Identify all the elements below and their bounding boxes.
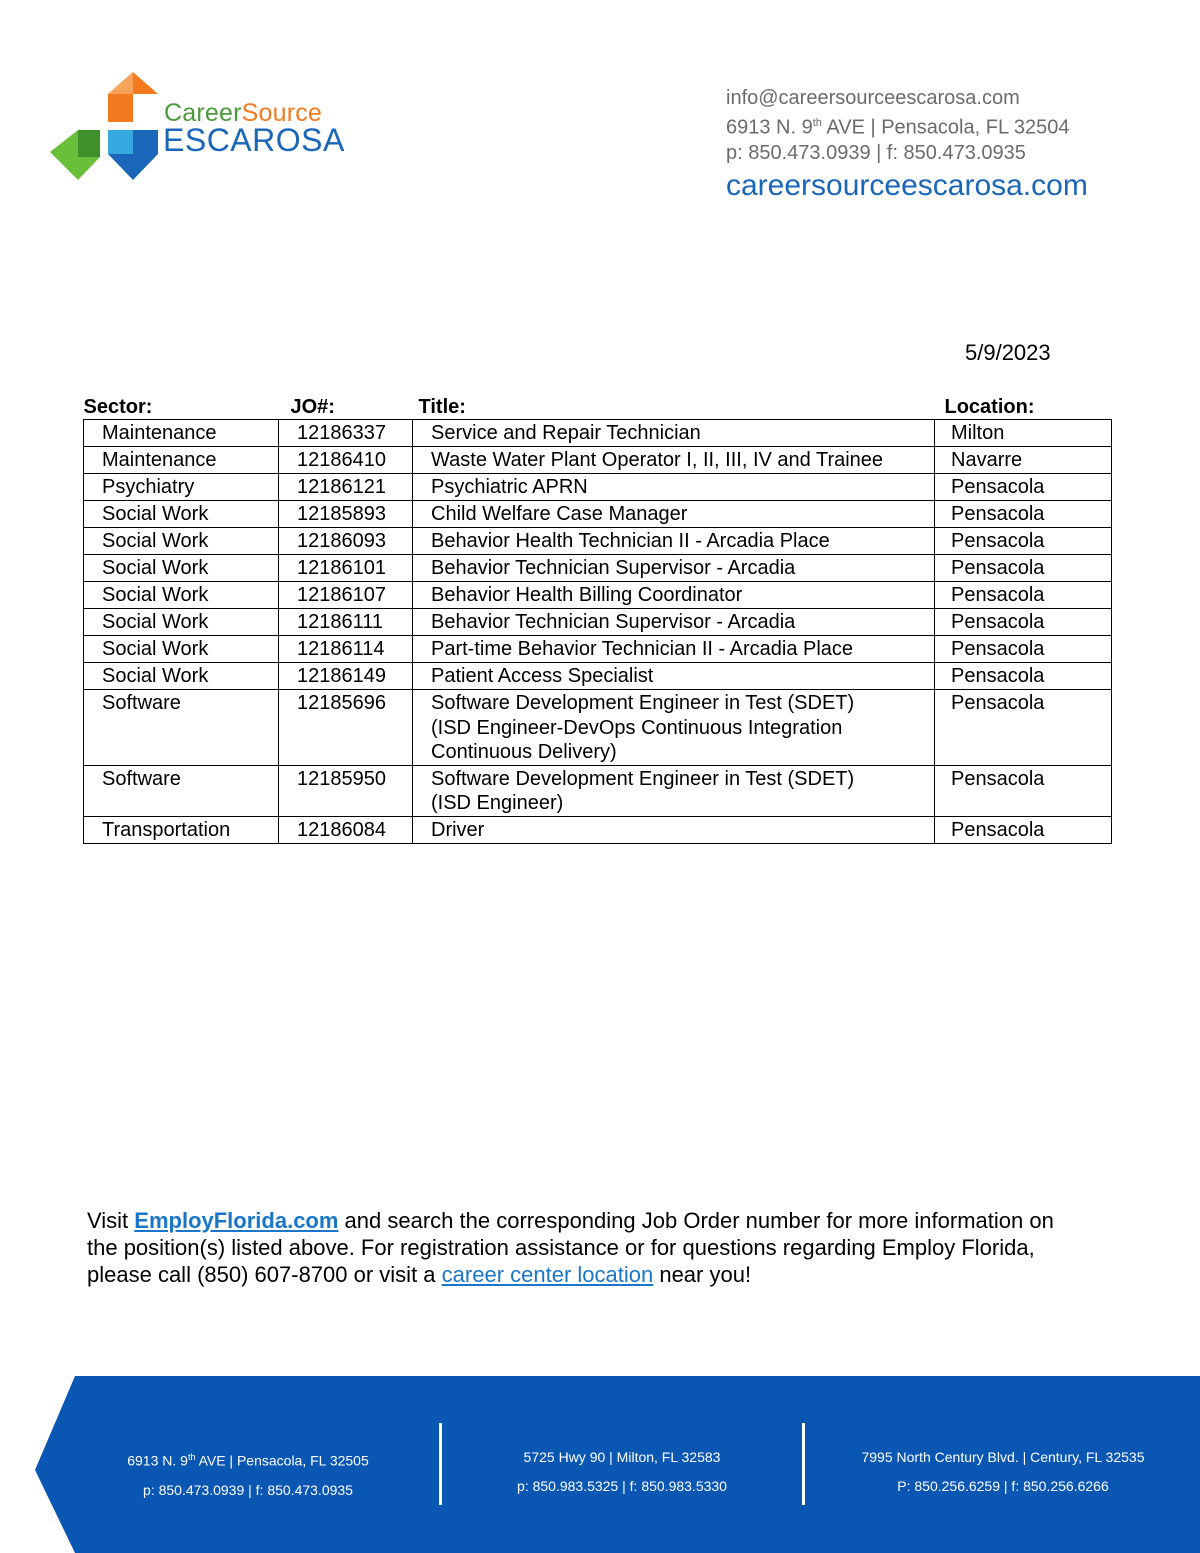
header-address: 6913 N. 9th AVE | Pensacola, FL 32504 (726, 116, 1070, 139)
cell-location: Pensacola (935, 663, 1112, 690)
footer-divider (802, 1423, 805, 1505)
cell-sector: Software (84, 765, 279, 816)
cell-jo: 12185950 (279, 765, 413, 816)
cell-jo: 12185696 (279, 690, 413, 766)
cell-location: Pensacola (935, 609, 1112, 636)
header-jo: JO#: (290, 396, 335, 418)
cell-title (413, 690, 935, 766)
cell-sector: Maintenance (84, 420, 279, 447)
footer-address: 5725 Hwy 90 | Milton, FL 32583 (523, 1449, 721, 1465)
cell-location: Pensacola (935, 690, 1112, 766)
cell-sector: Social Work (84, 609, 279, 636)
header-sector: Sector: (83, 396, 153, 418)
table-row (84, 501, 1112, 528)
table-row (84, 420, 1112, 447)
cell-title-line: (ISD Engineer-DevOps Continuous Integration (431, 716, 843, 739)
footer-phones: P: 850.256.6259 | f: 850.256.6266 (897, 1478, 1109, 1494)
cell-title: Service and Repair Technician (413, 420, 935, 447)
table-row (84, 690, 1112, 766)
cell-jo: 12185893 (279, 501, 413, 528)
logo-green-tile-dark (78, 130, 100, 157)
cell-jo: 12186101 (279, 555, 413, 582)
table-row (84, 765, 1112, 816)
logo-blue-tile-light (108, 130, 133, 154)
cell-location: Pensacola (935, 582, 1112, 609)
logo-wordmark-line2: ESCAROSA (163, 122, 345, 158)
table-row (84, 816, 1112, 843)
cell-sector: Social Work (84, 528, 279, 555)
cell-location: Pensacola (935, 816, 1112, 843)
cell-location: Pensacola (935, 528, 1112, 555)
career-center-location-link[interactable]: career center location (441, 1262, 654, 1287)
cell-location: Pensacola (935, 501, 1112, 528)
footer-phones: p: 850.983.5325 | f: 850.983.5330 (517, 1478, 727, 1494)
table-row (84, 447, 1112, 474)
cell-title (413, 765, 935, 816)
footer-divider (439, 1423, 442, 1505)
employflorida-link[interactable]: EmployFlorida.com (134, 1208, 339, 1233)
cell-location: Pensacola (935, 555, 1112, 582)
cell-jo: 12186093 (279, 528, 413, 555)
table-row (84, 582, 1112, 609)
cell-title-line: Software Development Engineer in Test (SDET) (431, 692, 855, 714)
cell-title: Behavior Technician Supervisor - Arcadia (413, 609, 935, 636)
cell-title: Driver (413, 816, 935, 843)
header-phones: p: 850.473.0939 | f: 850.473.0935 (726, 141, 1026, 164)
cell-sector: Psychiatry (84, 474, 279, 501)
footer-location-century (830, 1443, 1176, 1501)
cell-sector: Transportation (84, 816, 279, 843)
cell-jo: 12186114 (279, 636, 413, 663)
cell-location: Milton (935, 420, 1112, 447)
cell-title: Behavior Health Technician II - Arcadia Place (413, 528, 935, 555)
cell-jo: 12186410 (279, 447, 413, 474)
job-orders-table (83, 395, 1112, 844)
cell-title: Psychiatric APRN (413, 474, 935, 501)
cell-sector: Social Work (84, 663, 279, 690)
cell-location: Pensacola (935, 765, 1112, 816)
cell-jo: 12186149 (279, 663, 413, 690)
cell-title: Waste Water Plant Operator I, II, III, IV and Trainee (413, 447, 935, 474)
table-row (84, 474, 1112, 501)
footer-address: 6913 N. 9th AVE | Pensacola, FL 32505 (127, 1452, 369, 1469)
cell-title: Behavior Technician Supervisor - Arcadia (413, 555, 935, 582)
table-row (84, 528, 1112, 555)
cell-jo: 12186111 (279, 609, 413, 636)
cell-sector: Social Work (84, 636, 279, 663)
footer-location-milton (470, 1443, 774, 1501)
cell-jo: 12186084 (279, 816, 413, 843)
footer-location-pensacola (100, 1443, 396, 1505)
cell-location: Pensacola (935, 474, 1112, 501)
logo-wordmark-line1: CareerSource (164, 99, 323, 127)
cell-title: Patient Access Specialist (413, 663, 935, 690)
table-row (84, 555, 1112, 582)
cell-sector: Maintenance (84, 447, 279, 474)
cell-title-line: (ISD Engineer) (431, 792, 564, 814)
cell-title: Child Welfare Case Manager (413, 501, 935, 528)
cell-sector: Social Work (84, 501, 279, 528)
table-row (84, 636, 1112, 663)
cell-jo: 12186337 (279, 420, 413, 447)
cell-title-line: Software Development Engineer in Test (SDET) (431, 767, 855, 790)
cell-title: Behavior Health Billing Coordinator (413, 582, 935, 609)
table-row (84, 609, 1112, 636)
header-contact (726, 86, 1088, 204)
cell-jo: 12186121 (279, 474, 413, 501)
cell-title: Part-time Behavior Technician II - Arcadia Place (413, 636, 935, 663)
cell-sector: Social Work (84, 555, 279, 582)
footer-phones: p: 850.473.0939 | f: 850.473.0935 (143, 1481, 353, 1498)
visit-paragraph: Visit EmployFlorida.com and search the corresponding Job Order number for more information on the position(s) listed above. For registration assistance or for questions regarding Employ Florida, please call (850) 607-8700 or visit a career center location near you! (87, 1208, 1054, 1287)
document-date: 5/9/2023 (965, 340, 1051, 365)
header-title: Title: (418, 396, 466, 418)
cell-location: Pensacola (935, 636, 1112, 663)
cell-jo: 12186107 (279, 582, 413, 609)
cell-sector: Social Work (84, 582, 279, 609)
header-email[interactable]: info@careersourceescarosa.com (726, 87, 1020, 109)
logo-orange-tile-light (108, 72, 133, 94)
header-website-link[interactable]: careersourceescarosa.com (726, 168, 1088, 202)
cell-location: Navarre (935, 447, 1112, 474)
table-header-row (84, 395, 1112, 420)
cell-sector: Software (84, 690, 279, 766)
footer-address: 7995 North Century Blvd. | Century, FL 32535 (861, 1449, 1145, 1465)
table-row (84, 663, 1112, 690)
header-location: Location: (944, 396, 1035, 418)
cell-title-line: Continuous Delivery) (431, 741, 617, 763)
